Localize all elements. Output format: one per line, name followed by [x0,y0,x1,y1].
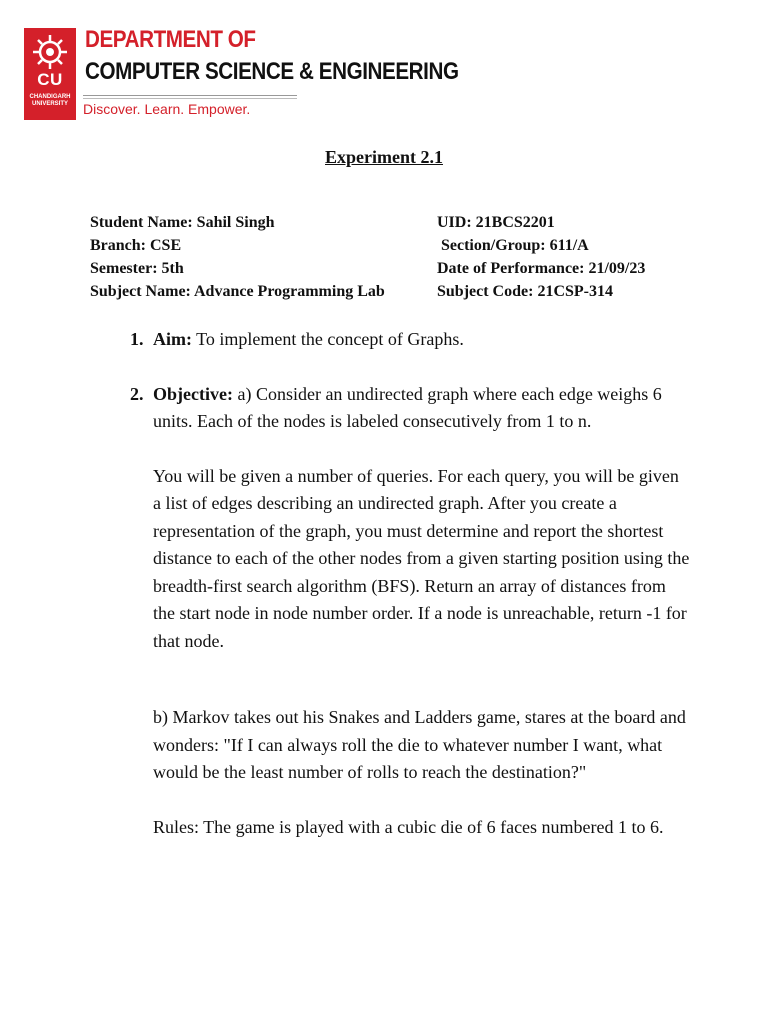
date-of-performance: Date of Performance: 21/09/23 [437,260,646,277]
document-header [24,26,744,126]
objective-paragraph-b: b) Markov takes out his Snakes and Ladders game, stares at the board and wonders: "If I can always roll the die to whatever number I want, what would be the least number of rolls to reach the destination?" [153,707,686,782]
rules-paragraph: Rules: The game is played with a cubic die of 6 faces numbered 1 to 6. [153,816,664,837]
objective-paragraph-a: You will be given a number of queries. For each query, you will be given a list of edges describing an undirected graph. After you create a representation of the graph, you must determine and report the shortest distance to each of the other nodes from a given starting position using the breadth-first search algorithm (BFS). Return an array of distances from the start node in node number order. If a node is unreachable, return -1 for that node. [153,465,690,651]
tagline: Discover. Learn. Empower. [83,101,251,117]
info-row [90,214,690,237]
objective-label: Objective: [153,383,233,404]
objective-section [130,381,690,842]
student-name: Student Name: Sahil Singh [90,214,275,231]
subject-name: Subject Name: Advance Programming Lab [90,283,385,300]
subject-code: Subject Code: 21CSP-314 [437,283,613,300]
logo-university: CHANDIGARH UNIVERSITY [29,94,71,107]
objective-number: 2. [130,383,144,404]
department-title-line1: DEPARTMENT OF [85,26,256,53]
experiment-content [130,326,690,841]
gear-icon [30,32,70,72]
aim-text: To implement the concept of Graphs. [192,329,464,349]
objective-intro: a) Consider an undirected graph where each edge weighs 6 units. Each of the nodes is labeled consecutively from 1 to n. [153,383,662,431]
uid: UID: 21BCS2201 [437,214,555,231]
university-logo [24,28,76,120]
section-group: Section/Group: 611/A [441,237,589,254]
info-row [90,237,690,260]
semester: Semester: 5th [90,260,184,277]
aim-section [130,326,690,354]
branch: Branch: CSE [90,237,182,254]
department-title-line2: COMPUTER SCIENCE & ENGINEERING [85,58,459,85]
info-row [90,260,690,283]
header-divider [83,95,297,99]
aim-number: 1. [130,329,144,349]
experiment-title: Experiment 2.1 [325,147,443,167]
student-info [90,214,690,306]
logo-text: CU [37,70,63,89]
info-row [90,283,690,306]
aim-label: Aim: [153,329,192,349]
